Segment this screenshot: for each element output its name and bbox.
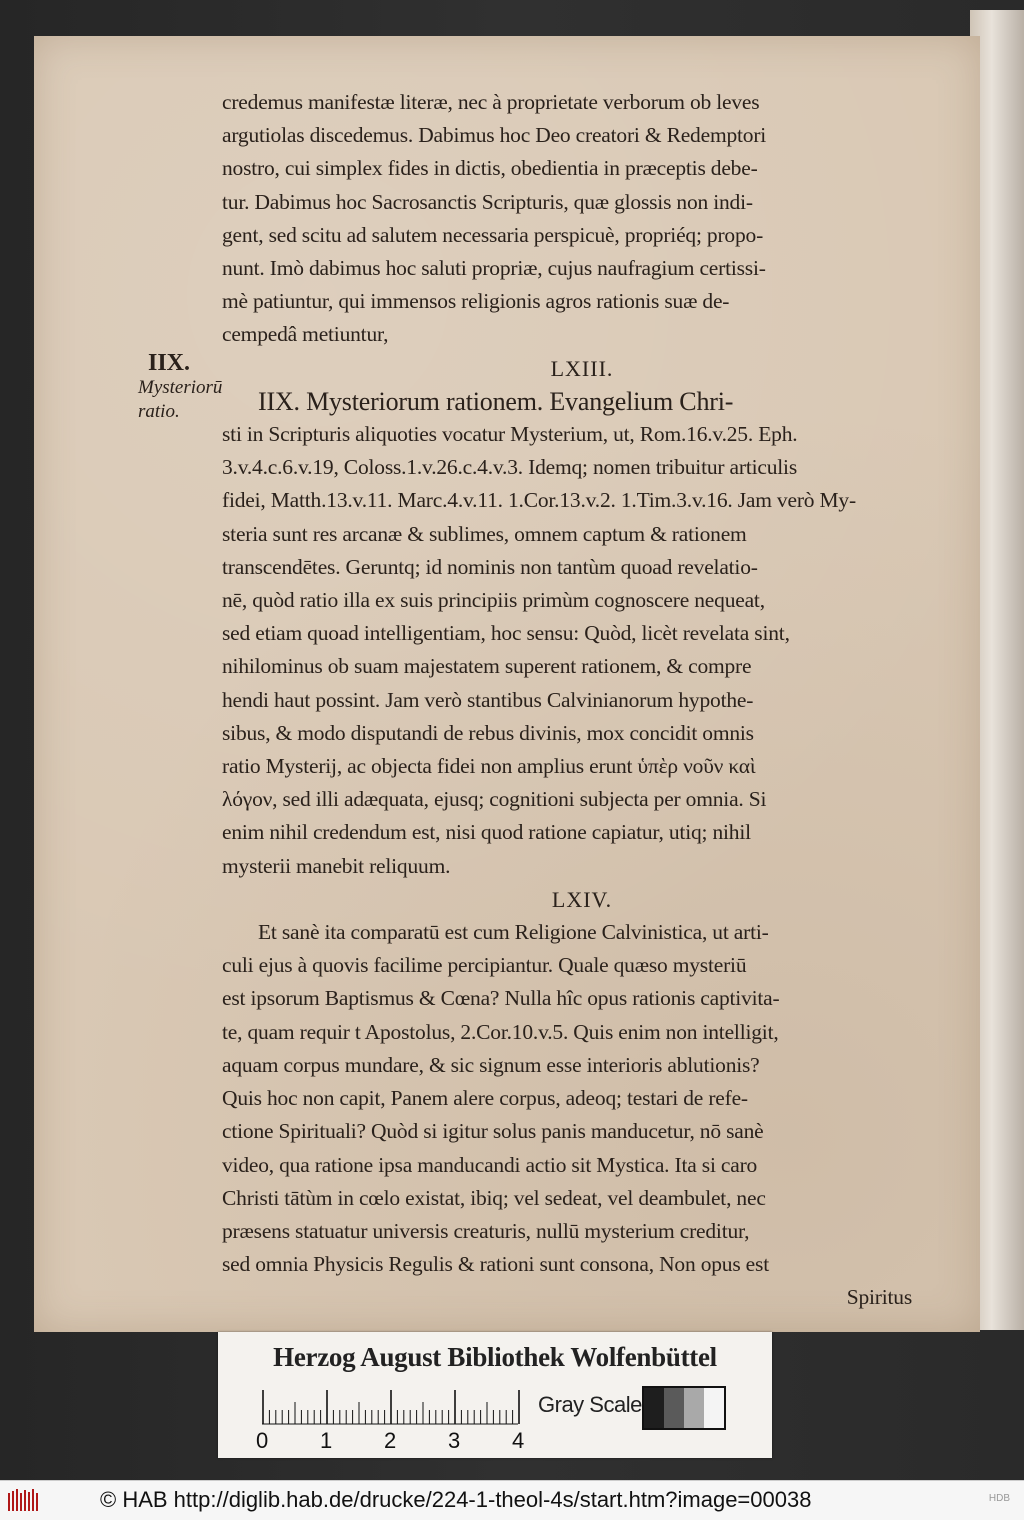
text-line: ctione Spirituali? Quòd si igitur solus panis manducetur, nō sanè — [222, 1119, 764, 1144]
text-line: aquam corpus mundare, & sic signum esse interioris ablutionis? — [222, 1052, 760, 1077]
text-line: præsens statuatur universis creaturis, nullū mysterium creditur, — [222, 1218, 750, 1243]
text-line: 3.v.4.c.6.v.19, Coloss.1.v.26.c.4.v.3. Idemq; nomen tribuitur articulis — [222, 455, 797, 480]
margin-note-line: ratio. — [138, 401, 180, 422]
text-line: Et sanè ita comparatū est cum Religione Calvinistica, ut arti- — [258, 920, 769, 945]
gray-swatch — [684, 1388, 704, 1428]
text-line: fidei, Matth.13.v.11. Marc.4.v.11. 1.Cor.13.v.2. 1.Tim.3.v.16. Jam verò My- — [222, 488, 856, 513]
gray-scale-label: Gray Scale — [538, 1392, 642, 1417]
gray-scale-swatch — [642, 1386, 726, 1430]
text-line: nostro, cui simplex fides in dictis, obedientia in præceptis debe- — [222, 156, 758, 181]
text-line: cempedâ metiuntur, — [222, 322, 389, 347]
footer-mark: HDB — [988, 1493, 1010, 1504]
margin-note-title: IIX. — [148, 350, 191, 376]
gray-swatch — [644, 1388, 664, 1428]
text-line: sed etiam quoad intelligentiam, hoc sensu: Quòd, licèt revelata sint, — [222, 621, 790, 646]
page-text — [222, 86, 912, 1315]
ruler-number: 1 — [320, 1428, 333, 1453]
text-line: sti in Scripturis aliquoties vocatur Mysterium, ut, Rom.16.v.25. Eph. — [222, 422, 798, 447]
text-line: sed omnia Physicis Regulis & rationi sunt consona, Non opus est — [222, 1252, 769, 1277]
text-line: transcendētes. Geruntq; id nominis non tantùm quoad revelatio- — [222, 554, 758, 579]
gray-swatch — [664, 1388, 684, 1428]
text-line: steria sunt res arcanæ & sublimes, omnem captum & rationem — [222, 521, 747, 546]
ruler-labels — [254, 1428, 544, 1454]
ruler-number: 2 — [384, 1428, 397, 1453]
section-heading: LXIV. — [551, 886, 613, 912]
text-line: nihilominus ob suam majestatem superent rationem, & compre — [222, 654, 752, 679]
scale-ruler — [262, 1390, 532, 1426]
library-label-card — [218, 1332, 772, 1458]
text-line: Christi tātùm in cœlo existat, ibiq; vel sedeat, vel deambulet, nec — [222, 1185, 766, 1210]
text-line: mè patiuntur, qui immensos religionis agros rationis suæ de- — [222, 289, 730, 314]
text-line: sibus, & modo disputandi de rebus divinis, mox concidit omnis — [222, 720, 754, 745]
text-line: hendi haut possint. Jam verò stantibus Calvinianorum hypothe- — [222, 687, 754, 712]
ruler-number: 4 — [512, 1428, 525, 1453]
footer-copyright-url[interactable]: © HAB http://diglib.hab.de/drucke/224-1-theol-4s/start.htm?image=00038 — [100, 1487, 812, 1512]
text-line: mysterii manebit reliquum. — [222, 853, 451, 878]
text-line: ratio Mysterij, ac objecta fidei non amplius erunt ὑπὲρ νοῦν καὶ — [222, 754, 756, 779]
margin-note — [138, 350, 228, 424]
gray-swatch — [704, 1388, 724, 1428]
text-line: argutiolas discedemus. Dabimus hoc Deo creatori & Redemptori — [222, 123, 767, 148]
margin-note-line: Mysteriorū — [138, 377, 223, 398]
text-line: te, quam requir t Apostolus, 2.Cor.10.v.5. Quis enim non intelligit, — [222, 1019, 779, 1044]
text-line: λόγον, sed illi adæquata, ejusq; cognitioni subjecta per omnia. Si — [222, 787, 767, 812]
text-line: IIX. Mysteriorum rationem. Evangelium Chri- — [258, 386, 734, 416]
text-line: gent, sed scitu ad salutem necessaria perspicuè, propriéq; propo- — [222, 222, 764, 247]
text-line: video, qua ratione ipsa manducandi actio sit Mystica. Ita si caro — [222, 1152, 758, 1177]
ruler-number: 3 — [448, 1428, 461, 1453]
text-line: Spiritus — [846, 1285, 912, 1310]
text-line: enim nihil credendum est, nisi quod ratione capiatur, utiq; nihil — [222, 820, 751, 845]
text-line: culi ejus à quovis facilime percipiantur. Quale quæso mysteriū — [222, 953, 747, 978]
ruler-number: 0 — [256, 1428, 269, 1453]
text-line: Quis hoc non capit, Panem alere corpus, adeoq; testari de refe- — [222, 1086, 748, 1111]
library-name: Herzog August Bibliothek Wolfenbüttel — [273, 1342, 717, 1372]
section-heading: LXIII. — [550, 355, 614, 381]
text-line: est ipsorum Baptismus & Cœna? Nulla hîc opus rationis captivita- — [222, 986, 780, 1011]
text-line: tur. Dabimus hoc Sacrosanctis Scripturis, quæ glossis non indi- — [222, 189, 753, 214]
footer-bar — [0, 1480, 1024, 1520]
hab-logo-icon — [6, 1487, 40, 1514]
text-line: credemus manifestæ literæ, nec à proprietate verborum ob leves — [222, 90, 760, 114]
text-line: nunt. Imò dabimus hoc saluti propriæ, cujus naufragium certissi- — [222, 256, 766, 281]
text-line: nē, quòd ratio illa ex suis principiis primùm cognoscere nequeat, — [222, 588, 765, 613]
